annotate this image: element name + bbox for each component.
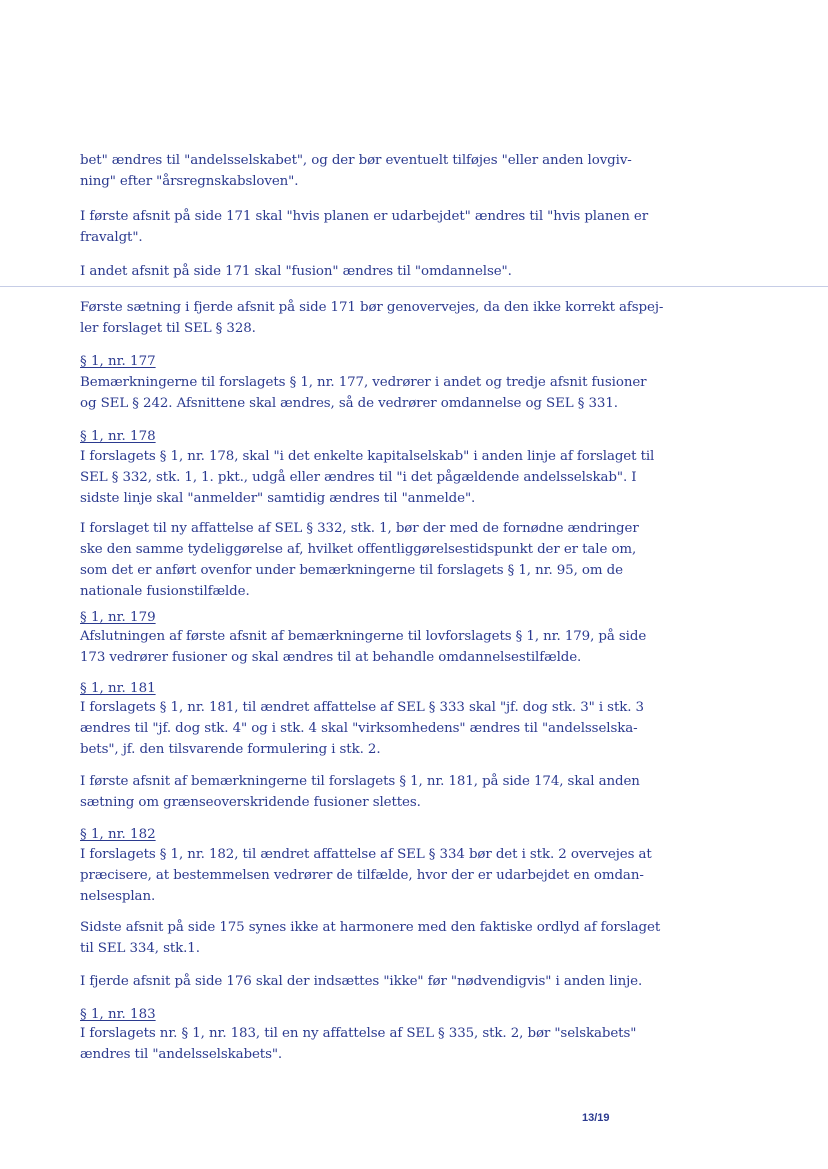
section-body-nr-181-second [80,771,640,813]
section-body-nr-183 [80,1023,637,1065]
text-line: bets", jf. den tilsvarende formulering i stk. 2. [80,742,381,757]
paragraph-side-171-fourth [80,297,664,339]
section-body-nr-178 [80,446,655,509]
text-line: sidste linje skal "anmelder" samtidig ændres til "anmelde". [80,491,476,506]
text-line: nelsesplan. [80,889,156,904]
text-line: Afslutningen af første afsnit af bemærkningerne til lovforslagets § 1, nr. 179, på side [80,629,647,644]
section-heading-nr-181: § 1, nr. 181 [80,681,156,696]
text-line: ning" efter "årsregnskabsloven". [80,174,299,189]
section-body-nr-182-second [80,917,661,959]
text-line: Første sætning i fjerde afsnit på side 171 bør genovervejes, da den ikke korrekt afspej- [80,300,664,315]
text-line: sætning om grænseoverskridende fusioner slettes. [80,795,421,810]
text-line: fravalgt". [80,230,143,245]
text-line: I forslagets nr. § 1, nr. 183, til en ny affattelse af SEL § 335, stk. 2, bør "selskabets" [80,1026,637,1041]
section-heading-nr-182: § 1, nr. 182 [80,827,156,842]
text-line: og SEL § 242. Afsnittene skal ændres, så de vedrører omdannelse og SEL § 331. [80,396,618,411]
section-body-nr-179 [80,626,647,668]
text-line: præcisere, at bestemmelsen vedrører de tilfælde, hvor der er udarbejdet en omdan- [80,868,644,883]
text-line: ændres til "andelsselskabets". [80,1047,283,1062]
section-body-nr-182 [80,844,652,907]
text-line: ler forslaget til SEL § 328. [80,321,256,336]
text-line: I fjerde afsnit på side 176 skal der indsættes "ikke" før "nødvendigvis" i anden linje. [80,974,643,989]
page-separator-line [0,286,828,287]
text-line: SEL § 332, stk. 1, 1. pkt., udgå eller ændres til "i det pågældende andelsselskab". I [80,470,637,485]
section-body-nr-178-second [80,518,639,602]
section-body-nr-182-third [80,971,643,992]
text-line: I forslagets § 1, nr. 178, skal "i det enkelte kapitalselskab" i anden linje af forslaget til [80,449,655,464]
section-heading-nr-178: § 1, nr. 178 [80,429,156,444]
section-body-nr-181 [80,697,644,760]
section-body-nr-177 [80,372,647,414]
text-line: I andet afsnit på side 171 skal "fusion" ændres til "omdannelse". [80,264,512,279]
section-heading-nr-177: § 1, nr. 177 [80,354,156,369]
text-line: I forslagets § 1, nr. 182, til ændret affattelse af SEL § 334 bør det i stk. 2 overvejes at [80,847,652,862]
text-line: I forslagets § 1, nr. 181, til ændret affattelse af SEL § 333 skal "jf. dog stk. 3" i stk. 3 [80,700,644,715]
paragraph-side-171-second [80,261,600,282]
text-line: I forslaget til ny affattelse af SEL § 332, stk. 1, bør der med de fornødne ændringer [80,521,639,536]
text-line: I første afsnit af bemærkningerne til forslagets § 1, nr. 181, på side 174, skal anden [80,774,640,789]
text-line: Bemærkningerne til forslagets § 1, nr. 177, vedrører i andet og tredje afsnit fusioner [80,375,647,390]
page-number: 13/19 [582,1112,610,1124]
text-line: I første afsnit på side 171 skal "hvis planen er udarbejdet" ændres til "hvis planen er [80,209,649,224]
text-line: bet" ændres til "andelsselskabet", og der bør eventuelt tilføjes "eller anden lovgiv- [80,153,632,168]
section-heading-nr-183: § 1, nr. 183 [80,1007,156,1022]
text-line: nationale fusionstilfælde. [80,584,250,599]
text-line: til SEL 334, stk.1. [80,941,200,956]
text-line: som det er anført ovenfor under bemærkningerne til forslagets § 1, nr. 95, om de [80,563,623,578]
paragraph-side-171-first [80,206,649,248]
text-line: ske den samme tydeliggørelse af, hvilket offentliggørelsestidspunkt der er tale om, [80,542,637,557]
text-line: ændres til "jf. dog stk. 4" og i stk. 4 skal "virksomhedens" ændres til "andelsselska- [80,721,638,736]
text-line: Sidste afsnit på side 175 synes ikke at harmonere med den faktiske ordlyd af forslaget [80,920,661,935]
section-heading-nr-179: § 1, nr. 179 [80,610,156,625]
text-line: 173 vedrører fusioner og skal ændres til at behandle omdannelsestilfælde. [80,650,582,665]
paragraph-andelsselskabet [80,150,632,192]
